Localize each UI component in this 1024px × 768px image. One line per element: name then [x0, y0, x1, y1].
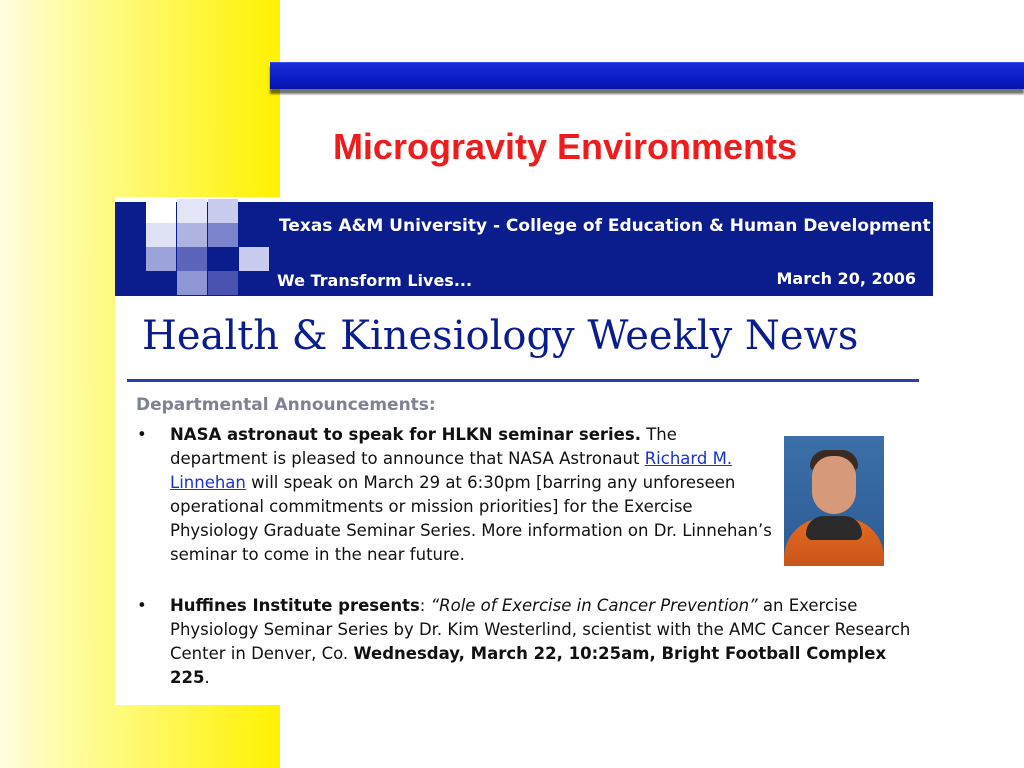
- announcement-text: [170, 594, 930, 690]
- bullet: •: [137, 596, 147, 615]
- newsletter-image: [115, 197, 935, 705]
- talk-title: “Role of Exercise in Cancer Prevention”: [430, 596, 758, 615]
- announcement-body: an Exercise Physiology Seminar Series by Dr. Kim Westerlind, scientist with the AMC Cancer Research Center in Denver, Co.: [170, 596, 911, 663]
- period: .: [204, 668, 210, 687]
- slide-title: Microgravity Environments: [332, 126, 798, 167]
- newsletter-masthead: Health & Kinesiology Weekly News: [142, 313, 859, 359]
- colon: :: [419, 596, 431, 615]
- top-blue-bar: [270, 62, 1024, 89]
- banner-date: March 20, 2006: [776, 269, 916, 288]
- announcement-text: [170, 423, 777, 567]
- announcement-lead: Huffines Institute presents: [170, 596, 420, 615]
- speaker-link[interactable]: Richard M. Linnehan: [170, 449, 733, 492]
- event-time-location: Wednesday, March 22, 10:25am, Bright Football Complex 225: [170, 644, 887, 687]
- section-heading: Departmental Announcements:: [136, 395, 436, 415]
- masthead-divider: [127, 379, 919, 382]
- checker-mosaic-logo: [115, 197, 270, 296]
- announcement-lead: NASA astronaut to speak for HLKN seminar series.: [170, 425, 641, 444]
- banner-org-name: Texas A&M University - College of Education & Human Development: [279, 216, 931, 236]
- astronaut-photo: [784, 436, 884, 566]
- banner-tagline: We Transform Lives...: [277, 271, 473, 290]
- announcement-body: The department is pleased to announce that NASA Astronaut: [170, 425, 677, 468]
- bullet: •: [137, 425, 147, 444]
- announcement-body-cont: will speak on March 29 at 6:30pm [barring any unforeseen operational commitments or mission priorities] for the Exercise Physiology Graduate Seminar Series. More information on Dr. Linnehan’s seminar to come in the near future.: [170, 473, 772, 564]
